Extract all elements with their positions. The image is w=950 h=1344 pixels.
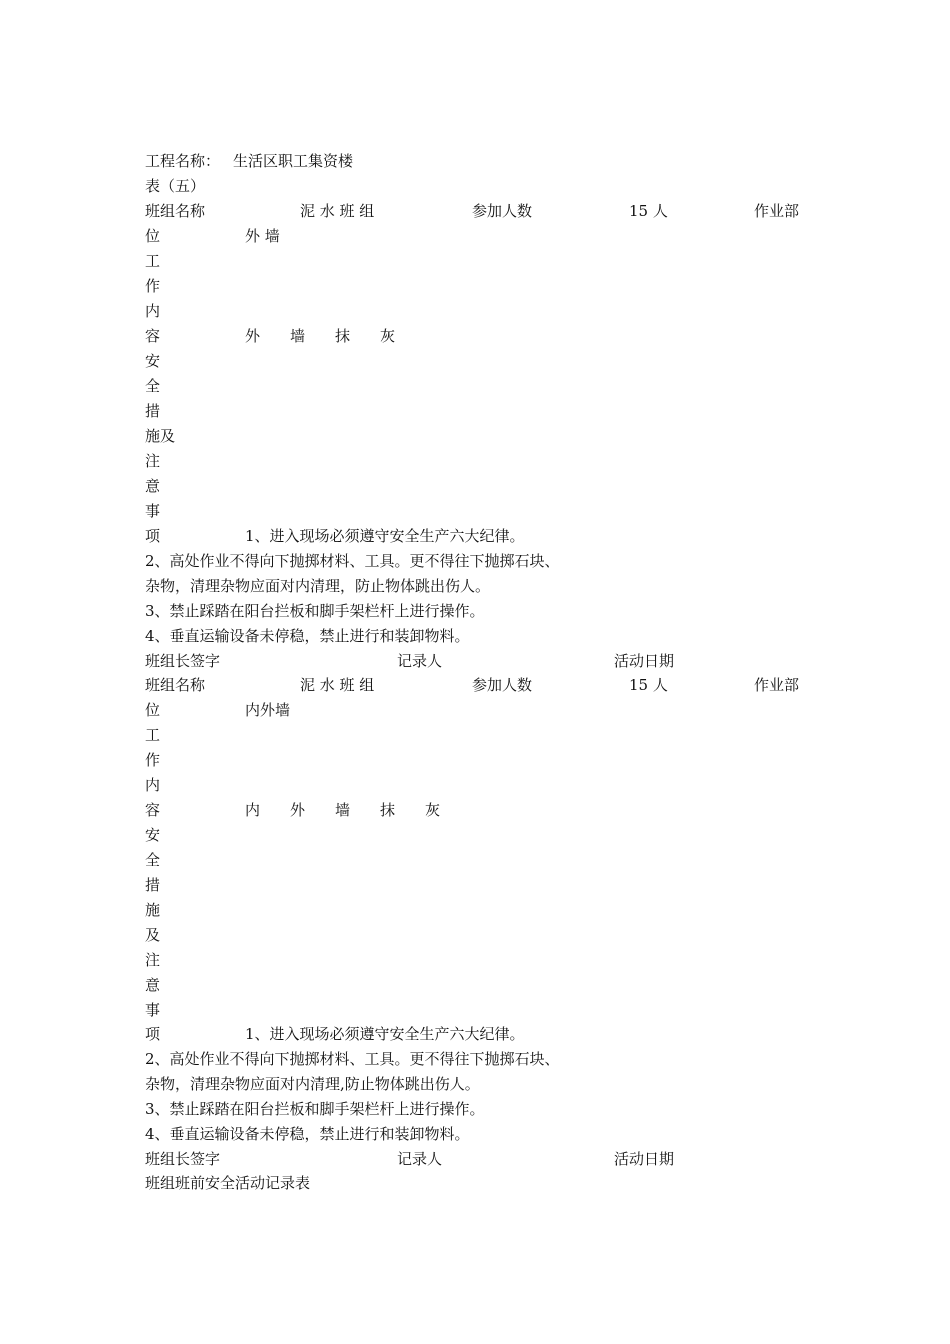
measures-label-line: 施 (145, 901, 161, 919)
leader-signature-label: 班组长签字 (145, 1150, 221, 1168)
content-label-char: 作 (145, 751, 161, 769)
location-label-cont: 位 (145, 227, 161, 245)
measures-label-line: 项 (145, 1025, 161, 1043)
team-label: 班组名称 (145, 202, 206, 220)
measures-label-line: 事 (145, 1001, 161, 1019)
safety-measure-2-cont: 杂物，清理杂物应面对内清理，防止物体跳出伤人。 (145, 577, 491, 595)
recorder-label: 记录人 (397, 1150, 443, 1168)
safety-measure-4: 4、垂直运输设备未停稳，禁止进行和装卸物料。 (145, 1125, 470, 1143)
measures-label-line: 注 (145, 452, 161, 470)
count-label: 参加人数 (472, 676, 533, 694)
location-label: 作业部 (754, 202, 800, 220)
measures-label-line: 全 (145, 851, 161, 869)
content-label-char: 内 (145, 302, 161, 320)
measures-label-line: 施及 (145, 427, 176, 445)
team-name: 泥 水 班 组 (300, 676, 375, 694)
recorder-label: 记录人 (397, 652, 443, 670)
team-name: 泥 水 班 组 (300, 202, 375, 220)
safety-measure-2-cont: 杂物，清理杂物应面对内清理,防止物体跳出伤人。 (145, 1075, 480, 1093)
content-value: 内外墙抹灰 (245, 801, 471, 819)
content-label-char: 工 (145, 726, 161, 744)
measures-label-line: 措 (145, 876, 161, 894)
safety-measure-2: 2、高处作业不得向下抛掷材料、工具。更不得往下抛掷石块、 (145, 552, 560, 570)
measures-label-line: 意 (145, 976, 161, 994)
measures-label-line: 及 (145, 926, 161, 944)
measures-label-line: 安 (145, 826, 161, 844)
location-label: 作业部 (754, 676, 800, 694)
safety-measure-2: 2、高处作业不得向下抛掷材料、工具。更不得往下抛掷石块、 (145, 1050, 560, 1068)
content-label-char: 容 (145, 801, 161, 819)
content-label-char: 内 (145, 776, 161, 794)
measures-label-line: 措 (145, 402, 161, 420)
measures-label-line: 注 (145, 951, 161, 969)
safety-measure-1: 1、进入现场必须遵守安全生产六大纪律。 (245, 1025, 525, 1043)
project-label: 工程名称： (145, 152, 221, 170)
safety-measure-3: 3、禁止踩踏在阳台拦板和脚手架栏杆上进行操作。 (145, 602, 485, 620)
location-value: 内外墙 (245, 701, 291, 719)
measures-label-line: 全 (145, 377, 161, 395)
project-name: 生活区职工集资楼 (233, 152, 354, 170)
count-value: 15 人 (629, 202, 668, 220)
activity-date-label: 活动日期 (614, 1150, 675, 1168)
safety-measure-4: 4、垂直运输设备未停稳，禁止进行和装卸物料。 (145, 627, 470, 645)
measures-label-line: 安 (145, 352, 161, 370)
activity-date-label: 活动日期 (614, 652, 675, 670)
team-label: 班组名称 (145, 676, 206, 694)
measures-label-line: 意 (145, 477, 161, 495)
content-label-char: 作 (145, 277, 161, 295)
count-value: 15 人 (629, 676, 668, 694)
count-label: 参加人数 (472, 202, 533, 220)
safety-measure-1: 1、进入现场必须遵守安全生产六大纪律。 (245, 527, 525, 545)
table-id: 表（五） (145, 177, 206, 195)
footer-title: 班组班前安全活动记录表 (145, 1174, 311, 1192)
measures-label-line: 事 (145, 502, 161, 520)
leader-signature-label: 班组长签字 (145, 652, 221, 670)
location-label-cont: 位 (145, 701, 161, 719)
safety-measure-3: 3、禁止踩踏在阳台拦板和脚手架栏杆上进行操作。 (145, 1100, 485, 1118)
location-value: 外 墙 (245, 227, 280, 245)
measures-label-line: 项 (145, 527, 161, 545)
content-label-char: 工 (145, 252, 161, 270)
content-value: 外墙抹灰 (245, 327, 426, 345)
content-label-char: 容 (145, 327, 161, 345)
